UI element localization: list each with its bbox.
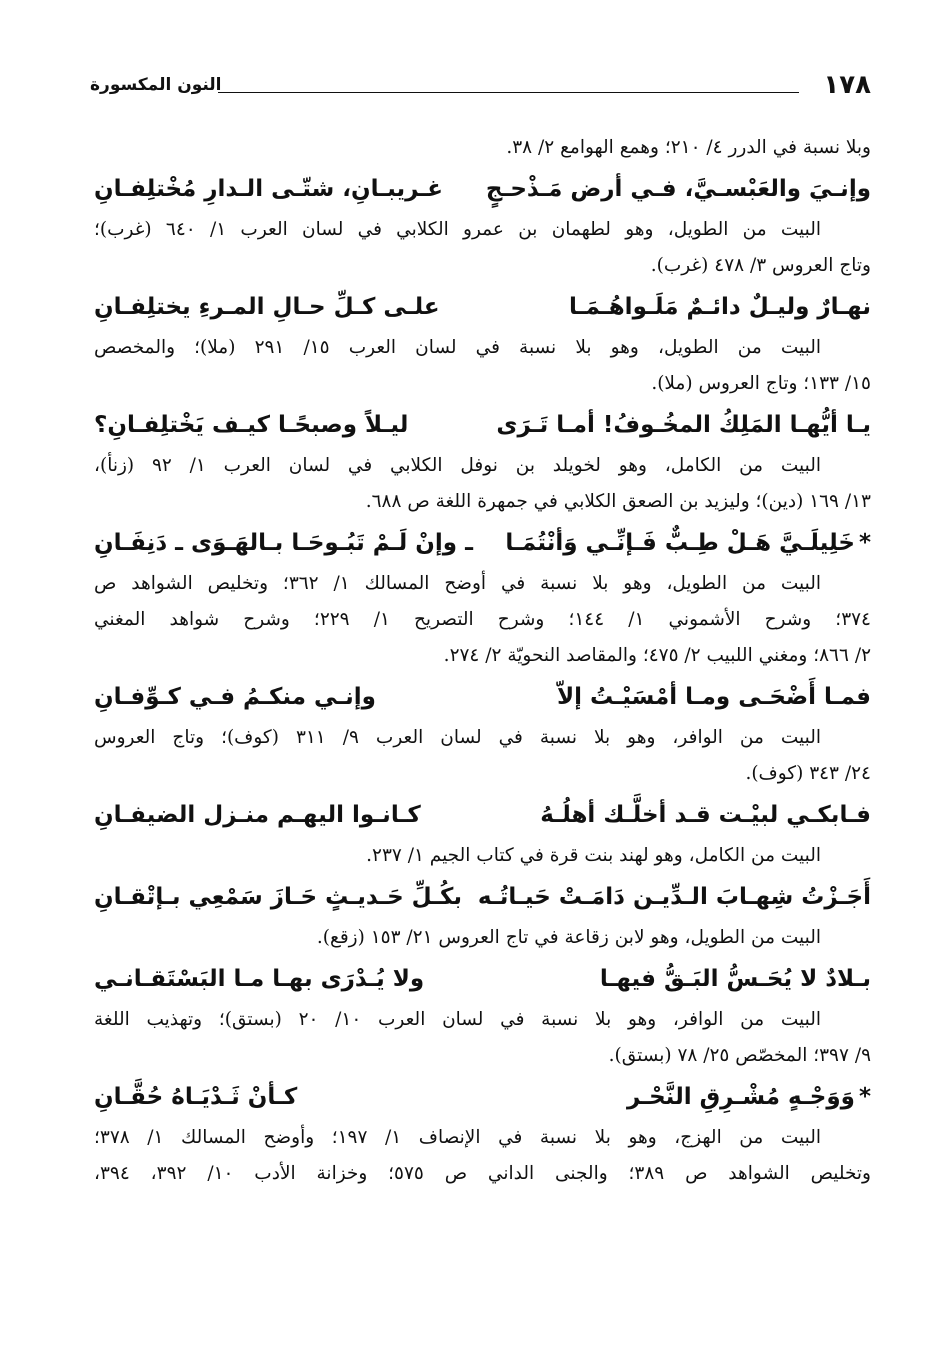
asterisk-marker: * xyxy=(858,530,871,556)
verse xyxy=(94,792,871,838)
source-line: البيت من الكامل، وهو لخويلد بن نوفل الكلابي في لسان العرب ١/ ٩٢ (زنأ)، xyxy=(94,455,821,476)
source-line: ١٣/ ١٦٩ (دين)؛ وليزيد بن الصعق الكلابي في جمهرة اللغة ص ٦٨٨. xyxy=(365,491,871,512)
verse xyxy=(94,674,871,720)
header-rule xyxy=(218,92,799,93)
page-header xyxy=(90,70,871,100)
source-line: ٢/ ٨٦٦؛ ومغني اللبيب ٢/ ٤٧٥؛ والمقاصد النحويّة ٢/ ٢٧٤. xyxy=(443,645,871,666)
verse-first-hemistich xyxy=(627,1074,871,1120)
source-line: البيت من الطويل، وهو بلا نسبة في أوضح المسالك ١/ ٣٦٢؛ وتخليص الشواهد ص xyxy=(94,573,821,594)
source-line: البيت من الوافر، وهو بلا نسبة في لسان العرب ٩/ ٣١١ (كوف)؛ وتاج العروس xyxy=(94,727,821,748)
asterisk-marker: * xyxy=(858,1084,871,1110)
verse-first-hemistich: نهـارٌ وليـلٌ دائـمٌ مَلَـواهُـمَـا xyxy=(568,294,871,320)
source-line: ١٥/ ١٣٣؛ وتاج العروس (ملا). xyxy=(651,373,871,394)
verse-second-hemistich: كـأنْ ثَـدْيَـاهُ حُقَّـانِ xyxy=(94,1084,298,1110)
verse xyxy=(94,520,871,566)
page-number: ١٧٨ xyxy=(823,70,871,100)
source-line: ٩/ ٣٩٧؛ المخصّص ٢٥/ ٧٨ (بستق). xyxy=(608,1045,871,1066)
source-line: وتاج العروس ٣/ ٤٧٨ (غرب). xyxy=(650,255,871,276)
verse xyxy=(94,166,871,212)
page-body xyxy=(94,130,871,1192)
running-title: النون المكسورة xyxy=(90,75,222,95)
source-line: البيت من الوافر، وهو بلا نسبة في لسان العرب ١٠/ ٢٠ (بستق)؛ وتهذيب اللغة xyxy=(94,1009,821,1030)
source-line: البيت من الطويل، وهو بلا نسبة في لسان العرب ١٥/ ٢٩١ (ملا)؛ والمخصص xyxy=(94,337,821,358)
verse xyxy=(94,284,871,330)
verse-first-hemistich: فـابكـي لبيْـت قـد أخلَّـك أهلُـهُ xyxy=(540,802,871,828)
verse-first-hemistich: وإنـيَ والعَبْسـيَّ، فـي أرض مَـذْحـجٍ xyxy=(485,176,871,202)
source-line: البيت من الكامل، وهو لهند بنت قرة في كتاب الجيم ١/ ٢٣٧. xyxy=(366,845,821,866)
verse-first-hemistich-text: وَوَجْـهٍ مُشْـرِقِ النَّحْـر xyxy=(626,1084,855,1110)
verse-first-hemistich: يـا أيُّهـا المَلِكُ المخُـوفُ! أمـا تَـرَى xyxy=(496,412,871,438)
source-line: ٣٧٤؛ وشرح الأشموني ١/ ١٤٤؛ وشرح التصريح ١/ ٢٢٩؛ وشرح شواهد المغني xyxy=(94,609,871,630)
verse-second-hemistich: غـريبـانِ، شتّـى الـدارِ مُخْتلِفـانِ xyxy=(94,176,443,202)
intro-line: وبلا نسبة في الدرر ٤/ ٢١٠؛ وهمع الهوامع ٢/ ٣٨. xyxy=(506,137,871,158)
verse-second-hemistich: كـانـوا اليهـم منـزل الضيفـانِ xyxy=(94,802,421,828)
source-line: ٢٤/ ٣٤٣ (كوف). xyxy=(745,763,871,784)
source-line: البيت من الهزج، وهو بلا نسبة في الإنصاف ١/ ١٩٧؛ وأوضح المسالك ١/ ٣٧٨؛ xyxy=(94,1127,821,1148)
verse-first-hemistich: أَجَـزْتُ شِهـابَ الـدِّيـن دَامَـتْ حَيـاتُـه xyxy=(477,884,871,910)
verse-second-hemistich: ـ وإنْ لَـمْ تَبُـوحَـا بـالهَـوَى ـ دَنِفَـانِ xyxy=(94,530,473,556)
source-line: البيت من الطويل، وهو لابن زقاعة في تاج العروس ٢١/ ١٥٣ (زقع). xyxy=(316,927,821,948)
verse-first-hemistich-text: خَلِيلَـيَّ هَـلْ طِـبٌّ فَـإنِّـي وَأنْتُمَـا xyxy=(505,530,855,556)
verse xyxy=(94,1074,871,1120)
verse-first-hemistich xyxy=(505,520,871,566)
verse-second-hemistich: ولا يُـدْرَى بهـا مـا البَسْتَقـانـي xyxy=(94,966,425,992)
verse-second-hemistich: بكُـلِّ حَـديـثٍ حَـازَ سَمْعِي بـإتْقـانِ xyxy=(94,884,463,910)
verse-second-hemistich: علـى كـلِّ حـالِ المـرءِ يختلِفـانِ xyxy=(94,294,440,320)
source-line: وتخليص الشواهد ص ٣٨٩؛ والجنى الداني ص ٥٧٥؛ وخزانة الأدب ١٠/ ٣٩٢، ٣٩٤، xyxy=(94,1163,871,1184)
verse xyxy=(94,874,871,920)
verse-second-hemistich: ليـلاً وصبحًـا كيـف يَخْتلِفـانِ؟ xyxy=(94,412,409,438)
verse-first-hemistich: بـلادٌ لا يُحَـسُّ البَـقُّ فيهـا xyxy=(599,966,871,992)
verse-first-hemistich: فمـا أَضْحَـى ومـا أمْسَيْـتُ إلاّ xyxy=(557,684,871,710)
verse-second-hemistich: وإنـي منكـمُ فـي كـوِّفـانِ xyxy=(94,684,376,710)
verse xyxy=(94,402,871,448)
source-line: البيت من الطويل، وهو لطهمان بن عمرو الكلابي في لسان العرب ١/ ٦٤٠ (غرب)؛ xyxy=(94,219,822,240)
verse xyxy=(94,956,871,1002)
